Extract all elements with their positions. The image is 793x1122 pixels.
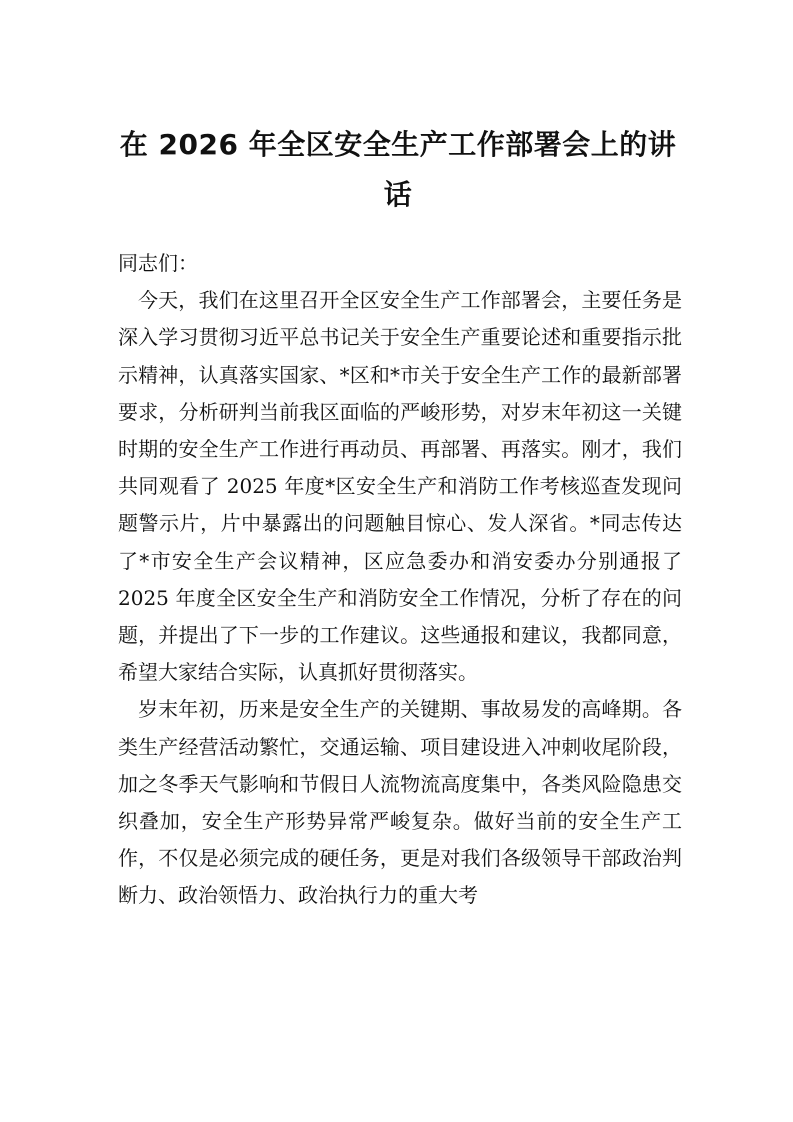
document-body	[118, 245, 682, 915]
paragraph-1: 今天，我们在这里召开全区安全生产工作部署会，主要任务是深入学习贯彻习近平总书记关于安全生产重要论述和重要指示批示精神，认真落实国家、*区和*市关于安全生产工作的最新部署要求，分析研判当前我区面临的严峻形势，对岁末年初这一关键时期的安全生产工作进行再动员、再部署、再落实。刚才，我们共同观看了 2025 年度*区安全生产和消防工作考核巡查发现问题警示片，片中暴露出的问题触目惊心、发人深省。*同志传达了*市安全生产会议精神，区应急委办和消安委办分别通报了 2025 年度全区安全生产和消防安全工作情况，分析了存在的问题，并提出了下一步的工作建议。这些通报和建议，我都同意，希望大家结合实际，认真抓好贯彻落实。	[118, 288, 682, 685]
paragraph-2: 岁末年初，历来是安全生产的关键期、事故易发的高峰期。各类生产经营活动繁忙，交通运输、项目建设进入冲刺收尾阶段，加之冬季天气影响和节假日人流物流高度集中，各类风险隐患交织叠加，安全生产形势异常严峻复杂。做好当前的安全生产工作，不仅是必须完成的硬任务，更是对我们各级领导干部政治判断力、政治领悟力、政治执行力的重大考	[118, 697, 682, 908]
document-title: 在 2026 年全区安全生产工作部署会上的讲话	[119, 128, 677, 211]
salutation: 同志们：	[118, 251, 198, 275]
